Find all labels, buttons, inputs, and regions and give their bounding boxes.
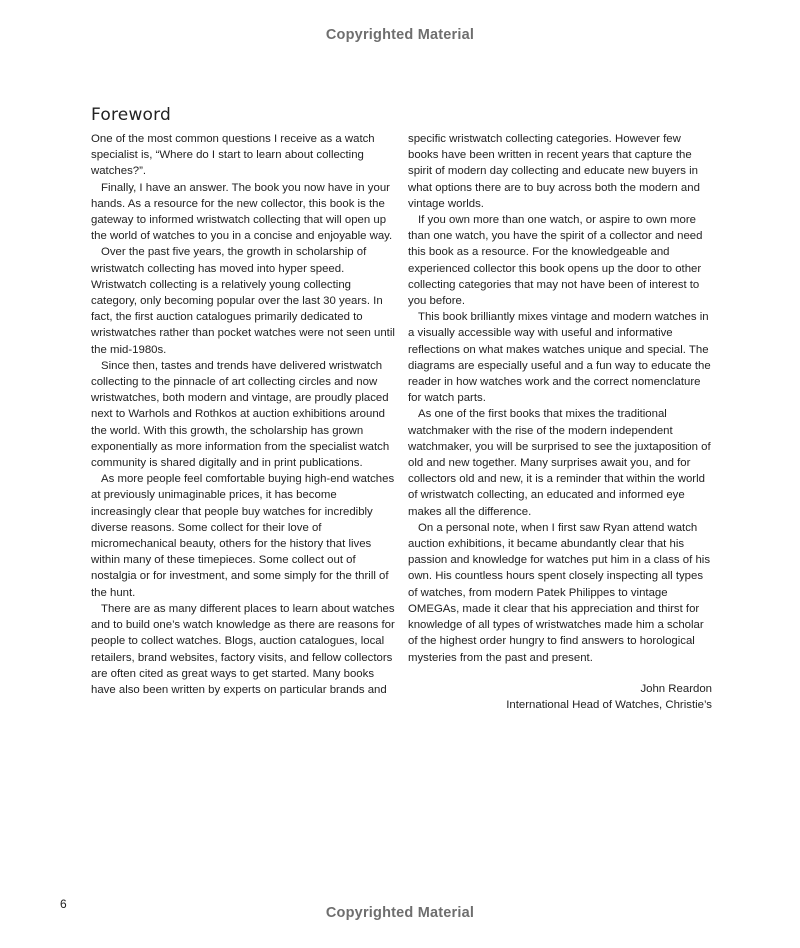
right-column bbox=[408, 131, 712, 713]
paragraph: specific wristwatch collecting categories. However few books have been written in recent years that capture the spirit of modern day collecting and educate new buyers in what options there are to buy across both the modern and vintage worlds. bbox=[408, 133, 700, 210]
signature-name: John Reardon bbox=[640, 682, 712, 695]
paragraph: On a personal note, when I first saw Ryan attend watch auction exhibitions, it became abundantly clear that his passion and knowledge for watches put him in a class of his own. His countless hours spent closely inspecting all types of watches, from modern Patek Philippes to vintage OMEGAs, made it clear that his appreciation and thirst for knowledge of all types of wristwatches made him a scholar of the highest order hungry to find answers to horological mysteries from the past and present. bbox=[408, 521, 711, 664]
watermark-top: Copyrighted Material bbox=[325, 27, 475, 43]
paragraph: Since then, tastes and trends have delivered wristwatch collecting to the pinnacle of art collecting circles and now wristwatches, both modern and vintage, are proudly placed next to Warhols and Rothkos at auction exhibitions around the world. With this growth, the scholarship has grown exponentially as more information from the specialist watch community is shared digitally and in print publications. bbox=[91, 359, 390, 470]
paragraph: One of the most common questions I receive as a watch specialist is, “Where do I start to learn about collecting watches?”. bbox=[91, 133, 375, 178]
signature-block bbox=[408, 681, 712, 713]
left-column bbox=[91, 131, 395, 698]
signature-title: International Head of Watches, Christie’s bbox=[506, 698, 712, 711]
watermark-bottom: Copyrighted Material bbox=[325, 905, 475, 921]
page-title: Foreword bbox=[91, 105, 172, 126]
paragraph: As one of the first books that mixes the traditional watchmaker with the rise of the modern independent watchmaker, you will be surprised to see the juxtaposition of old and new together. Many surprises await you, and for collectors old and new, it is a reminder that within the world of wristwatch collecting, an educated and informed eye makes all the difference. bbox=[408, 408, 711, 518]
paragraph: This book brilliantly mixes vintage and modern watches in a visually accessible way with useful and informative reflections on what makes watches unique and special. The diagrams are especially useful and a fun way to educate the reader in how watches work and the correct nomenclature for watch parts. bbox=[408, 311, 711, 405]
page-number: 6 bbox=[60, 897, 67, 911]
paragraph: Over the past five years, the growth in scholarship of wristwatch collecting has moved into hyper speed. Wristwatch collecting is a relatively young collecting category, only becoming popular over the last 30 years. In fact, the first auction catalogues primarily dedicated to wristwatches rather than pocket watches were not seen until the mid-1980s. bbox=[91, 246, 395, 356]
paragraph: There are as many different places to learn about watches and to build one’s watch knowledge as there are reasons for people to collect watches. Blogs, auction catalogues, local retailers, brand websites, factory visits, and fellow collectors are often cited as great ways to get started. Many books have also been written by experts on particular brands and bbox=[91, 602, 395, 696]
paragraph: Finally, I have an answer. The book you now have in your hands. As a resource for the new collector, this book is the gateway to informed wristwatch collecting that will open up the world of watches to you in a concise and enjoyable way. bbox=[91, 181, 393, 243]
paragraph: As more people feel comfortable buying high-end watches at previously unimaginable prices, it has become increasingly clear that people buy watches for incredibly diverse reasons. Some collect for their love of micromechanical beauty, others for the history that lives within many of these timepieces. Some collect out of nostalgia or for investment, and some simply for the thrill of the hunt. bbox=[91, 473, 395, 599]
paragraph: If you own more than one watch, or aspire to own more than one watch, you have the spirit of a collector and need this book as a resource. For the knowledgeable and experienced collector this book opens up the door to other collecting categories that may not have been of interest to you before. bbox=[408, 214, 703, 308]
